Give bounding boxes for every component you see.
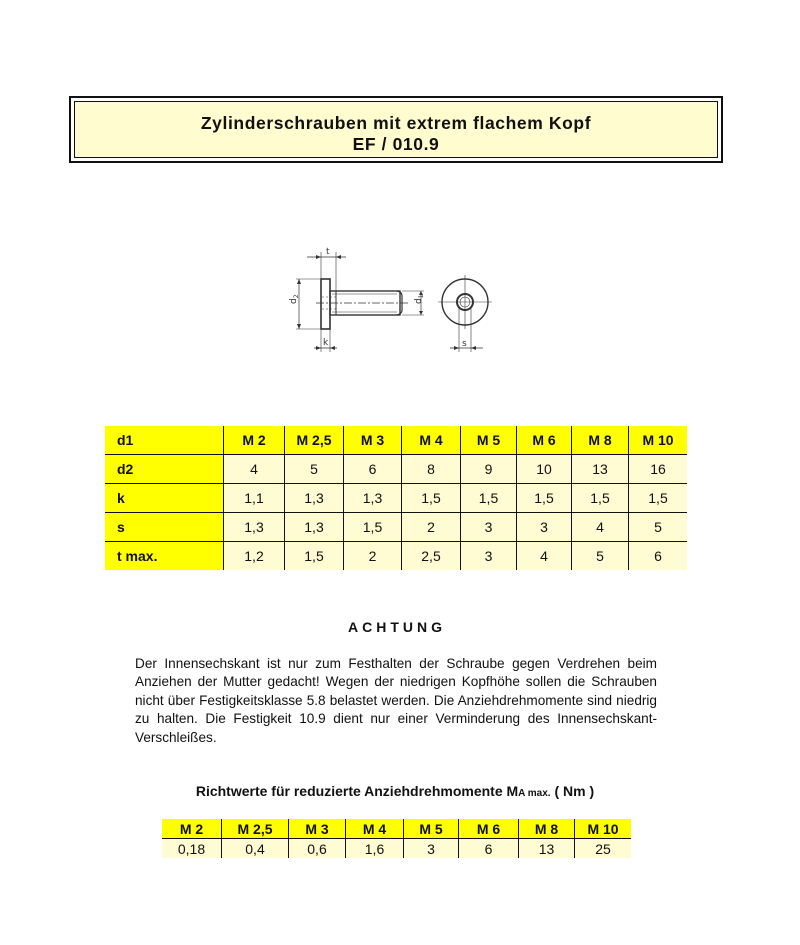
torque-size-cell: M 8 — [519, 819, 575, 839]
size-header-cell: M 2,5 — [285, 426, 344, 455]
screw-head-side — [321, 279, 330, 329]
row-label: k — [105, 484, 224, 513]
table-cell: 5 — [285, 455, 344, 484]
table-cell: 5 — [572, 542, 629, 571]
title-box — [69, 96, 723, 163]
torque-size-row — [162, 819, 631, 839]
size-header-cell: M 8 — [572, 426, 629, 455]
table-cell: 9 — [461, 455, 517, 484]
table-cell: 5 — [629, 513, 688, 542]
table-cell: 1,5 — [285, 542, 344, 571]
size-header-cell: M 6 — [517, 426, 572, 455]
label-s: s — [462, 339, 467, 349]
torque-value-cell: 0,4 — [222, 839, 289, 859]
row-label: s — [105, 513, 224, 542]
table-row — [105, 513, 687, 542]
table-cell: 13 — [572, 455, 629, 484]
torque-value-row — [162, 839, 631, 859]
dimension-table — [105, 426, 687, 570]
table-cell: 1,1 — [224, 484, 285, 513]
row-label: d2 — [105, 455, 224, 484]
table-cell: 2 — [402, 513, 461, 542]
torque-size-cell: M 3 — [289, 819, 346, 839]
table-cell: 1,3 — [285, 513, 344, 542]
table-cell: 1,3 — [285, 484, 344, 513]
warning-title: ACHTUNG — [348, 619, 446, 635]
torque-value-cell: 0,6 — [289, 839, 346, 859]
torque-value-cell: 3 — [404, 839, 459, 859]
table-cell: 4 — [572, 513, 629, 542]
torque-table — [162, 819, 631, 858]
size-header-cell: M 4 — [402, 426, 461, 455]
torque-value-cell: 6 — [459, 839, 519, 859]
table-cell: 1,3 — [344, 484, 402, 513]
torque-size-cell: M 10 — [575, 819, 632, 839]
row-label: t max. — [105, 542, 224, 571]
torque-title-prefix: Richtwerte für reduzierte Anziehdrehmomente M — [195, 783, 519, 799]
table-cell: 1,5 — [629, 484, 688, 513]
torque-value-cell: 25 — [575, 839, 632, 859]
table-cell: 1,5 — [572, 484, 629, 513]
table-cell: 3 — [461, 513, 517, 542]
table-cell: 2 — [344, 542, 402, 571]
torque-size-cell: M 2 — [162, 819, 222, 839]
size-header-cell: M 10 — [629, 426, 688, 455]
row-label: d1 — [105, 426, 224, 455]
label-d1: $d_1$ — [414, 294, 425, 304]
torque-title-sub: A max. — [518, 788, 551, 799]
size-header-cell: M 3 — [344, 426, 402, 455]
table-cell: 1,5 — [461, 484, 517, 513]
table-cell: 1,5 — [517, 484, 572, 513]
torque-size-cell: M 6 — [459, 819, 519, 839]
product-code: EF / 010.9 — [352, 134, 440, 154]
screw-technical-drawing — [270, 240, 510, 360]
size-header-cell: M 2 — [224, 426, 285, 455]
table-row — [105, 542, 687, 571]
label-k: k — [323, 338, 329, 348]
torque-size-cell: M 5 — [404, 819, 459, 839]
table-cell: 1,5 — [402, 484, 461, 513]
document-title: Zylinderschrauben mit extrem flachem Kopf — [200, 113, 592, 133]
torque-size-cell: M 2,5 — [222, 819, 289, 839]
title-box-inner — [74, 101, 718, 158]
table-cell: 4 — [224, 455, 285, 484]
table-cell: 6 — [344, 455, 402, 484]
table-row — [105, 426, 687, 455]
table-cell: 1,3 — [224, 513, 285, 542]
table-cell: 1,2 — [224, 542, 285, 571]
torque-title — [0, 783, 790, 799]
size-header-cell: M 5 — [461, 426, 517, 455]
table-cell: 10 — [517, 455, 572, 484]
table-cell: 6 — [629, 542, 688, 571]
torque-title-suffix: ( Nm ) — [550, 783, 595, 799]
table-row — [105, 455, 687, 484]
label-t: t — [326, 247, 330, 257]
table-cell: 1,5 — [344, 513, 402, 542]
torque-value-cell: 0,18 — [162, 839, 222, 859]
table-cell: 8 — [402, 455, 461, 484]
torque-value-cell: 1,6 — [346, 839, 404, 859]
warning-text: Der Innensechskant ist nur zum Festhalten der Schraube gegen Verdrehen beim Anziehen der Mutter gedacht! Wegen der niedrigen Kopfhöhe sollen die Schrauben nicht über Festigkeitsklasse 5.8 belastet werden. Die Anziehdrehmomente sind niedrig zu halten. Die Festigkeit 10.9 dient nur einer Verminderung des Innensechskant-Verschleißes. — [135, 656, 657, 745]
table-cell: 2,5 — [402, 542, 461, 571]
table-cell: 3 — [517, 513, 572, 542]
table-cell: 16 — [629, 455, 688, 484]
torque-value-cell: 13 — [519, 839, 575, 859]
torque-size-cell: M 4 — [346, 819, 404, 839]
label-d2: $d_2$ — [289, 294, 300, 304]
table-cell: 4 — [517, 542, 572, 571]
table-cell: 3 — [461, 542, 517, 571]
table-row — [105, 484, 687, 513]
